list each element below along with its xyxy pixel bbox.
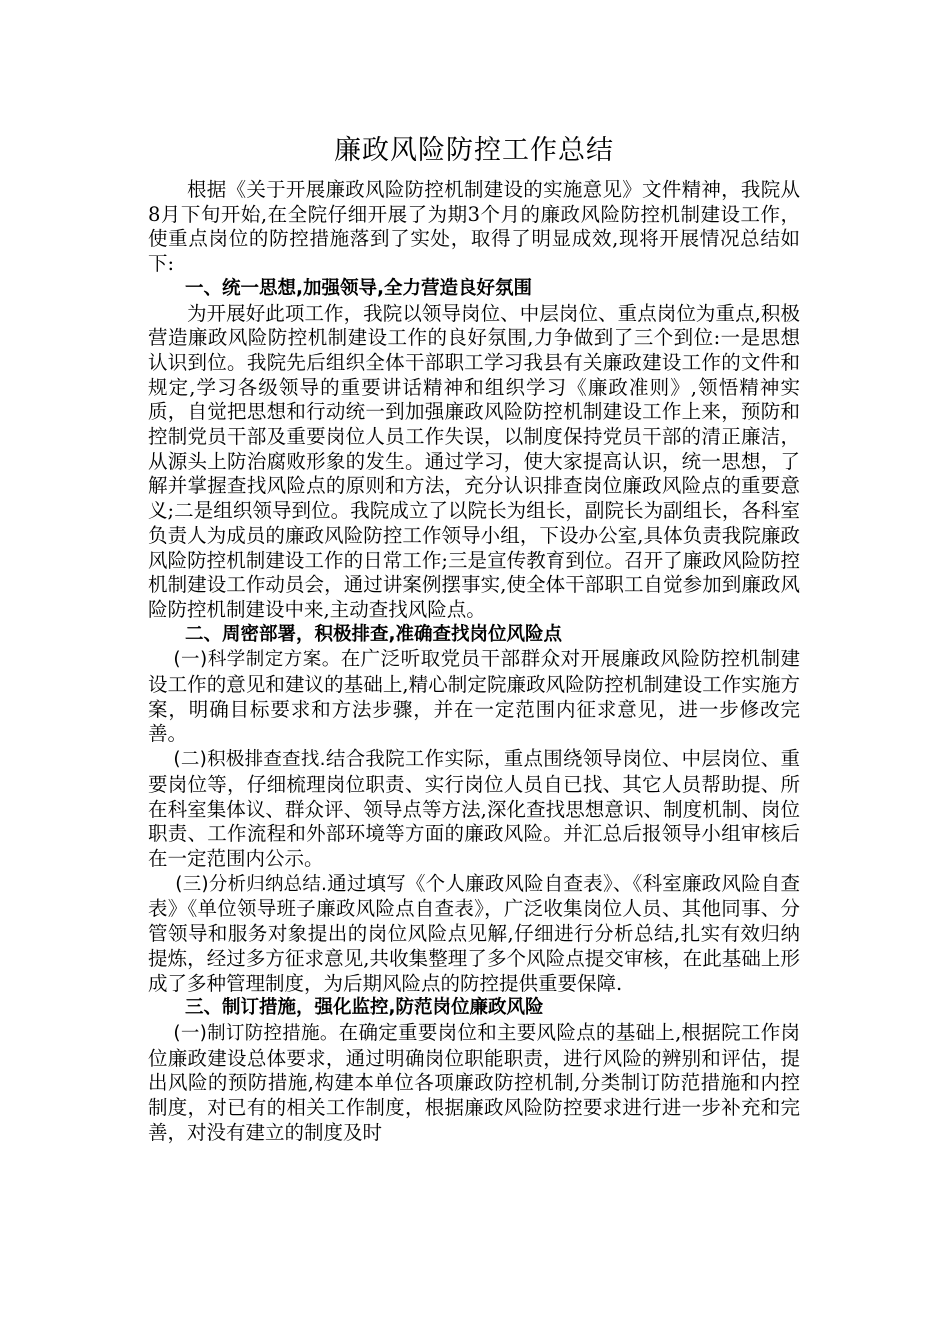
intro-paragraph: 根据《关于开展廉政风险防控机制建设的实施意见》文件精神，我院从8月下旬开始,在全院仔细开展了为期3个月的廉政风险防控机制建设工作，使重点岗位的防控措施落到了实处，取得了明显成效,现将开展情况总结如下: (148, 178, 800, 276)
document-body (148, 132, 800, 1145)
section2-item3-body: 通过填写《个人廉政风险自查表》、《科室廉政风险自查表》《单位领导班子廉政风险点自查表》，广泛收集岗位人员、其他同事、分管领导和服务对象提出的岗位风险点见解,仔细进行分析总结,扎实有效归纳提炼，经过多方征求意见,共收集整理了多个风险点提交审核，在此基础上形成了多种管理制度，为后期风险点的防控提供重要保障. (148, 871, 800, 995)
section2-heading: 二、周密部署，积极排查,准确查找岗位风险点 (185, 623, 563, 645)
section1-paragraph: 为开展好此项工作，我院以领导岗位、中层岗位、重点岗位为重点,积极营造廉政风险防控机制建设工作的良好氛围,力争做到了三个到位:一是思想认识到位。我院先后组织全体干部职工学习我县有关廉政建设工作的文件和规定,学习各级领导的重要讲话精神和组织学习《廉政准则》,领悟精神实质，自觉把思想和行动统一到加强廉政风险防控机制建设工作上来，预防和控制党员干部及重要岗位人员工作失误，以制度保持党员干部的清正廉洁，从源头上防治腐败形象的发生。通过学习，使大家提高认识，统一思想，了解并掌握查找风险点的原则和方法，充分认识排查岗位廉政风险点的重要意义;二是组织领导到位。我院成立了以院长为组长，副院长为副组长，各科室负责人为成员的廉政风险防控工作领导小组，下设办公室,具体负责我院廉政风险防控机制建设工作的日常工作;三是宣传教育到位。召开了廉政风险防控机制建设工作动员会，通过讲案例摆事实,使全体干部职工自觉参加到廉政风险防控机制建设中来,主动查找风险点。 (148, 301, 800, 621)
section2-item3-lead: (三)分析归纳总结. (175, 873, 327, 895)
section3-heading: 三、制订措施，强化监控,防范岗位廉政风险 (185, 997, 544, 1019)
section2-item2 (148, 747, 800, 872)
section2-item1 (148, 647, 800, 747)
section2-item1-body: 在广泛听取党员干部群众对开展廉政风险防控机制建设工作的意见和建议的基础上,精心制定院廉政风险防控机制建设工作实施方案，明确目标要求和方法步骤，并在一定范围内征求意见，进一步修改完善。 (148, 647, 800, 746)
section3-item1 (148, 1021, 800, 1146)
section2-item3 (148, 872, 800, 997)
section2-item1-lead: (一)科学制定方案。 (173, 649, 341, 671)
section2-item2-body: 结合我院工作实际，重点围绕领导岗位、中层岗位、重要岗位等，仔细梳理岗位职责、实行岗位人员自已找、其它人员帮助提、所在科室集体议、群众评、领导点等方法,深化查找思想意识、制度机制、岗位职责、工作流程和外部环境等方面的廉政风险。并汇总后报领导小组审核后在一定范围内公示。 (148, 747, 800, 870)
section3-item1-body: 在确定重要岗位和主要风险点的基础上,根据院工作岗位廉政建设总体要求，通过明确岗位职能职责，进行风险的辨别和评估，提出风险的预防措施,构建本单位各项廉政防控机制,分类制订防范措施和内控制度，对已有的相关工作制度，根据廉政风险防控要求进行进一步补充和完善，对没有建立的制度及时 (148, 1020, 801, 1144)
section3-item1-lead: (一)制订防控措施。 (173, 1022, 339, 1044)
section1-heading: 一、统一思想,加强领导,全力营造良好氛围 (185, 277, 533, 299)
document-title: 廉政风险防控工作总结 (334, 135, 614, 166)
section2-item2-lead: (二)积极排查查找. (173, 749, 326, 771)
